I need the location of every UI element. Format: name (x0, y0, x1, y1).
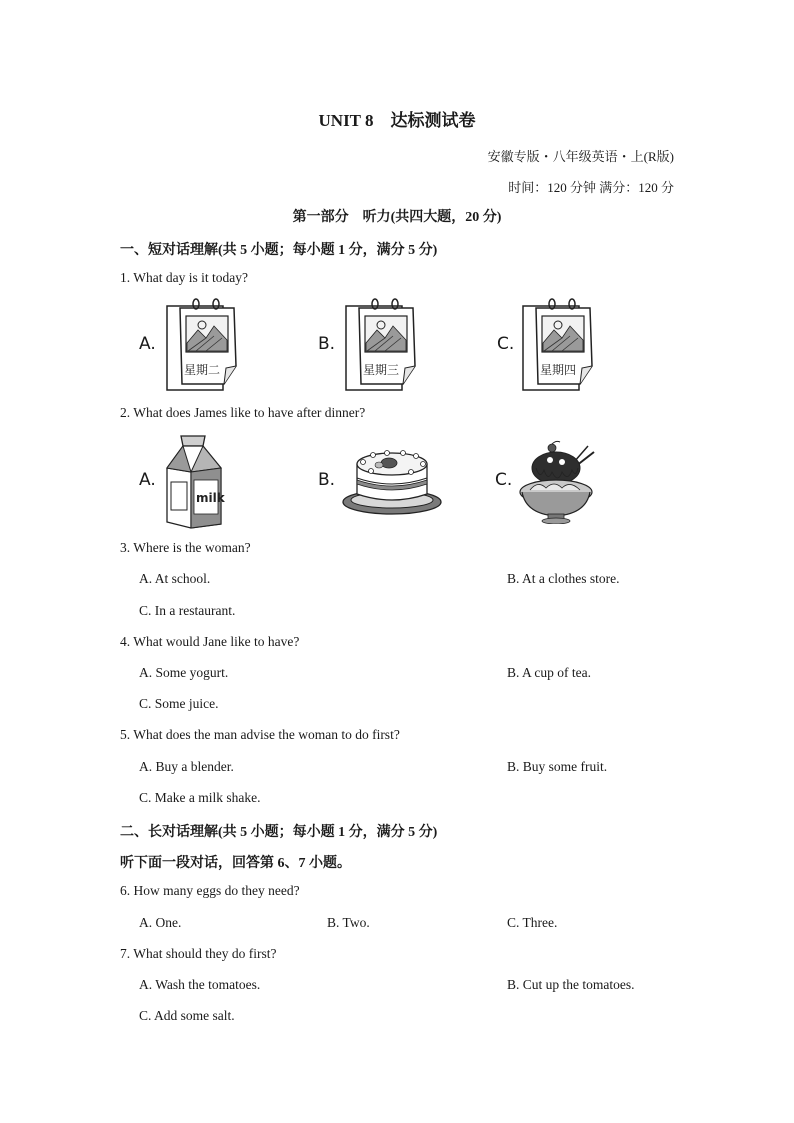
q3-option-c: C. In a restaurant. (139, 603, 236, 618)
question-6: 6. How many eggs do they need? (120, 883, 300, 898)
milk-carton-icon (163, 434, 227, 530)
q5-option-b: B. Buy some fruit. (507, 759, 608, 774)
q6-option-b: B. Two. (327, 915, 370, 930)
q1-option-c-letter: C. (497, 334, 515, 354)
q7-option-b: B. Cut up the tomatoes. (507, 977, 635, 992)
q4-option-b: B. A cup of tea. (507, 665, 591, 680)
ice-cream-sundae-icon (516, 440, 600, 524)
q4-option-c: C. Some juice. (139, 696, 219, 711)
calendar-icon (522, 298, 594, 392)
q4-option-a: A. Some yogurt. (139, 665, 229, 680)
q7-option-a: A. Wash the tomatoes. (139, 977, 261, 992)
milk-label: milk (196, 491, 225, 505)
q1-option-b-letter: B. (318, 334, 336, 354)
section-title: 二、长对话理解(共 5 小题；每小题 1 分，满分 5 分) (120, 825, 438, 840)
q3-option-a: A. At school. (139, 571, 211, 586)
q6-option-a: A. One. (139, 915, 182, 930)
q5-option-c: C. Make a milk shake. (139, 790, 261, 805)
q5-option-a: A. Buy a blender. (139, 759, 234, 774)
section-instruction: 听下面一段对话，回答第 6、7 小题。 (120, 856, 351, 871)
section-title: 一、短对话理解(共 5 小题；每小题 1 分，满分 5 分) (120, 243, 438, 258)
cake-icon (341, 444, 443, 518)
q3-option-b: B. At a clothes store. (507, 571, 620, 586)
q2-option-b-letter: B. (318, 470, 336, 490)
edition-info: 安徽专版・八年级英语・上(R版) (487, 149, 674, 164)
q7-option-c: C. Add some salt. (139, 1008, 235, 1023)
question-1: 1. What day is it today? (120, 270, 248, 285)
question-5: 5. What does the man advise the woman to do first? (120, 727, 400, 742)
time-info: 时间：120 分钟 满分：120 分 (508, 180, 674, 195)
question-4: 4. What would Jane like to have? (120, 634, 300, 649)
q1-option-a-letter: A. (139, 334, 156, 354)
calendar-icon (345, 298, 417, 392)
q2-option-a-letter: A. (139, 470, 156, 490)
page-title: UNIT 8 达标测试卷 (318, 111, 476, 130)
part-title: 第一部分 听力(共四大题，20 分) (292, 210, 502, 225)
q2-option-c-letter: C. (495, 470, 513, 490)
question-3: 3. Where is the woman? (120, 540, 251, 555)
calendar-label: 星期四 (540, 363, 577, 377)
calendar-label: 星期三 (363, 363, 400, 377)
question-7: 7. What should they do first? (120, 946, 277, 961)
q6-option-c: C. Three. (507, 915, 558, 930)
question-2: 2. What does James like to have after dinner? (120, 405, 366, 420)
calendar-label: 星期二 (184, 363, 221, 377)
calendar-icon (166, 298, 238, 392)
